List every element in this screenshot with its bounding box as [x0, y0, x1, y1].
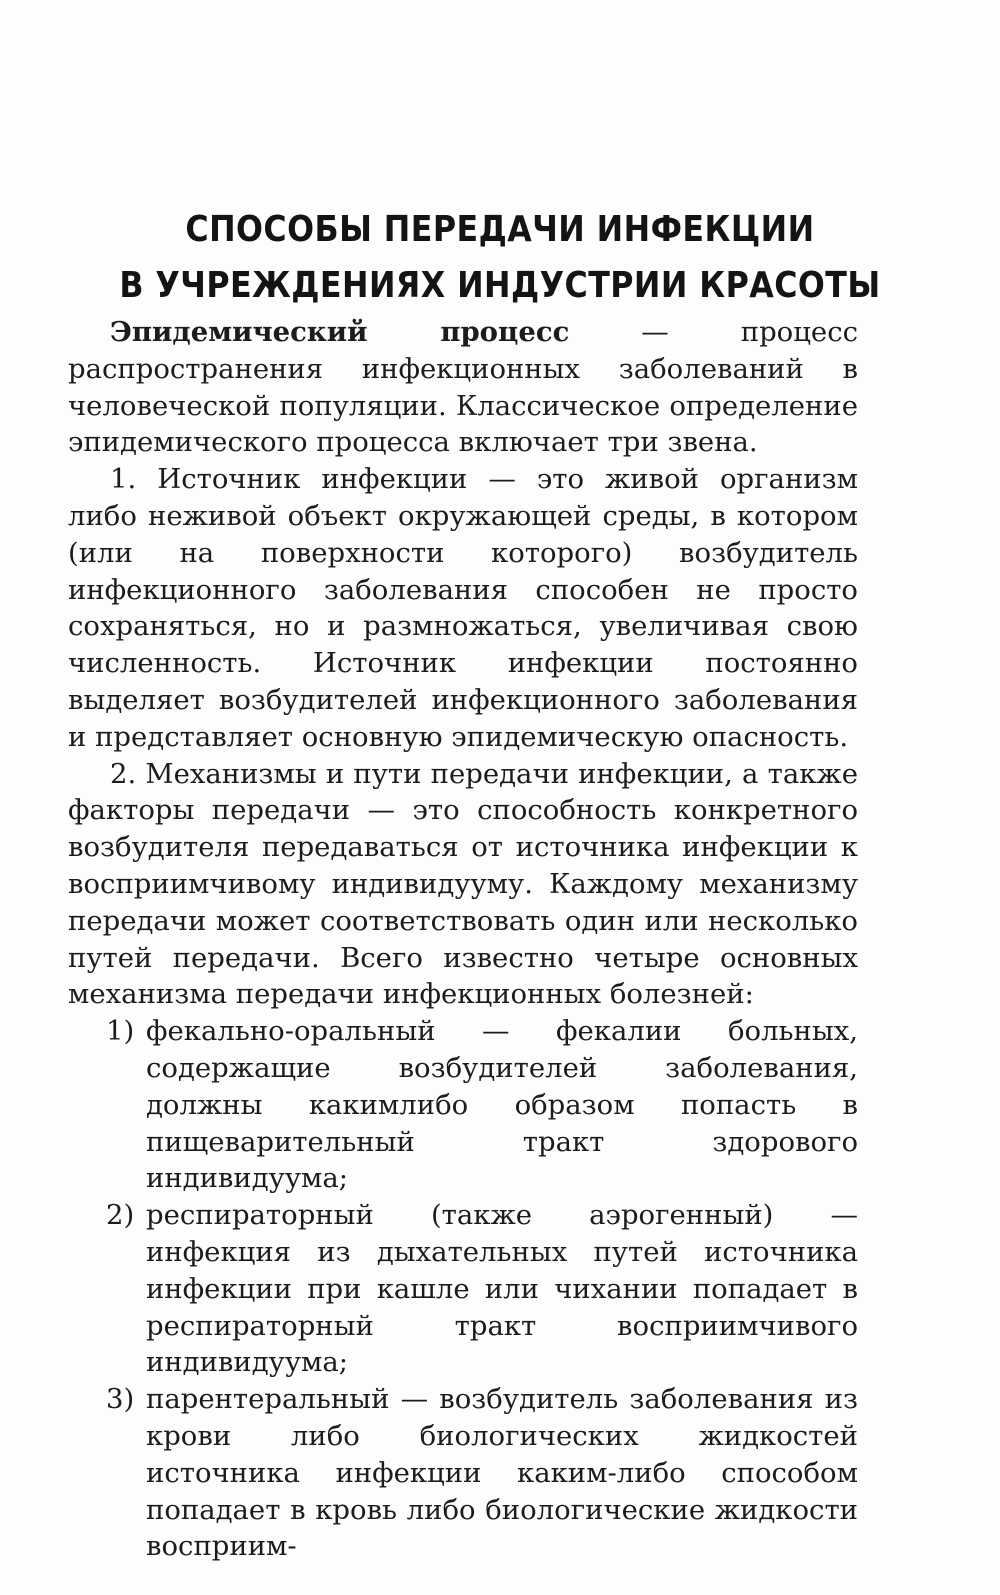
intro-definition: — процесс распространения инфекционных заболеваний в человеческой популяции. Классическое определение эпидемического процесса включает три звена. [68, 316, 858, 459]
paragraph-transmission-mechanisms: 2. Механизмы и пути передачи инфекции, а также факторы передачи — это способность конкретного возбудителя передаваться от источника инфекции к восприимчивому индивидууму. Каждому механизму передачи может соответствовать один или несколько путей передачи. Всего известно четыре основных механизма передачи инфекционных болезней: [68, 757, 858, 1011]
list-item-text: респираторный (также аэрогенный) — инфекция из дыхательных путей источника инфекции при кашле или чихании попадает в респираторный тракт восприимчивого индивидуума; [146, 1199, 858, 1379]
list-item-text: парентеральный — возбудитель заболевания из крови либо биологических жидкостей источника инфекции каким-либо способом попадает в кровь либо биологические жидкости восприим- [146, 1383, 858, 1563]
mechanisms-list [68, 1013, 858, 1565]
list-item-number: 3) [106, 1383, 135, 1416]
paragraph-source-of-infection: 1. Источник инфекции — это живой организм либо неживой объект окружающей среды, в котором (или на поверхности которого) возбудитель инфекционного заболевания способен не просто сохраняться, но и размножаться, увеличивая свою численность. Источник инфекции постоянно выделяет возбудителей инфекционного заболевания и представляет основную эпидемическую опасность. [68, 463, 858, 753]
list-item-text: фекально-оральный — фекалии больных, содержащие возбудителей заболевания, должны какимлибо образом попасть в пищеварительный тракт здорового индивидуума; [146, 1015, 858, 1195]
title-line-1: СПОСОБЫ ПЕРЕДАЧИ ИНФЕКЦИИ [185, 209, 815, 251]
list-item [68, 1197, 858, 1381]
list-item [68, 1381, 858, 1565]
page-title [95, 202, 905, 314]
body-text [68, 314, 858, 1565]
list-item-number: 1) [106, 1015, 135, 1048]
list-item [68, 1013, 858, 1197]
intro-paragraph [68, 314, 858, 461]
term-epidemic-process: Эпидемический процесс [110, 316, 570, 348]
list-item-number: 2) [106, 1199, 135, 1232]
title-line-2: В УЧРЕЖДЕНИЯХ ИНДУСТРИИ КРАСОТЫ [119, 265, 881, 307]
